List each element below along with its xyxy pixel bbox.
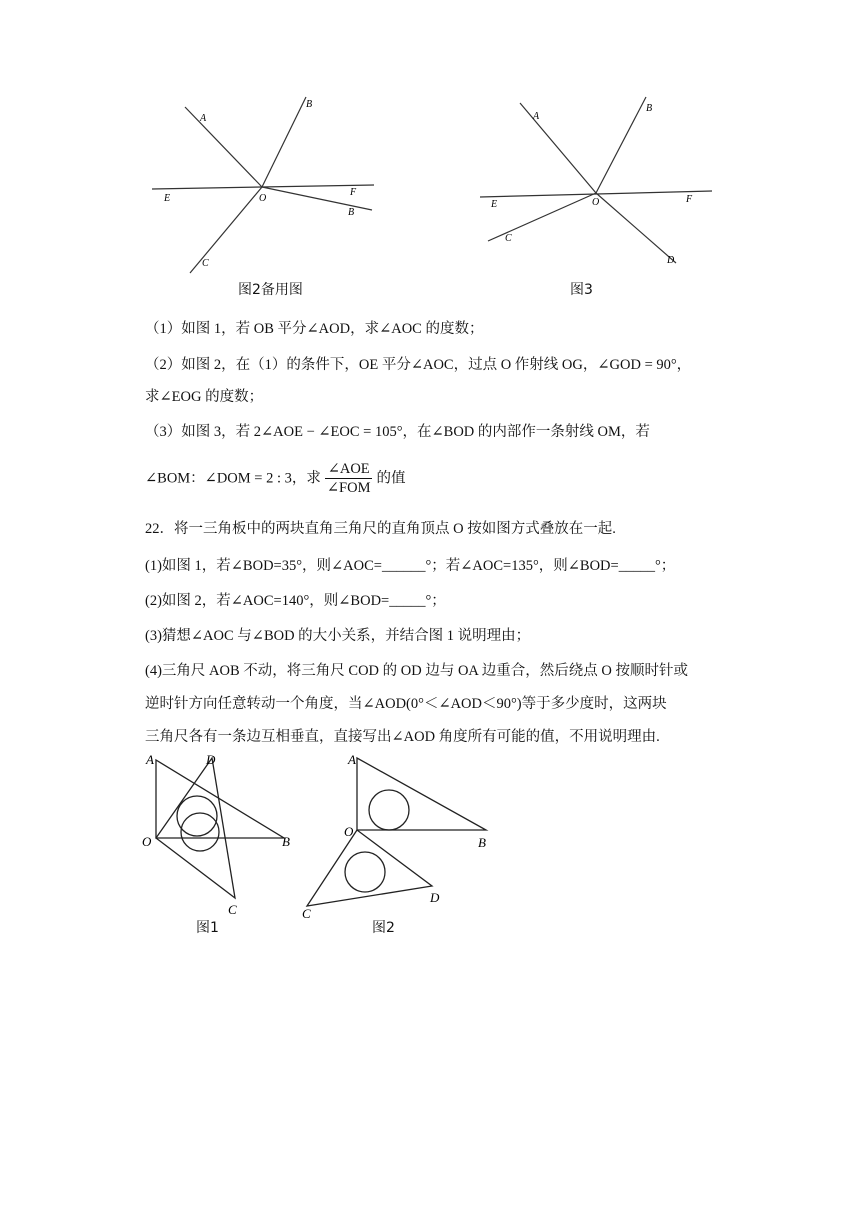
label-b: B	[646, 103, 653, 114]
q22-part4-line3: 三角尺各有一条边互相垂直，直接写出∠AOD 角度所有可能的值，不用说明理由.	[145, 729, 660, 745]
label-o: O	[142, 834, 152, 849]
label-b-lower: B	[348, 207, 355, 218]
label-b: B	[478, 835, 486, 850]
q21-part3-line1: （3）如图 3，若 2∠AOE − ∠EOC = 105°，在∠BOD 的内部作一条射线 OM，若	[145, 424, 650, 440]
label-c: C	[202, 258, 209, 269]
q22-part4-line1: (4)三角尺 AOB 不动，将三角尺 COD 的 OD 边与 OA 边重合，然后绕点 O 按顺时针或	[145, 663, 688, 679]
label-b-top: B	[306, 99, 313, 110]
label-c: C	[505, 233, 512, 244]
caption-figure-3: 图3	[570, 282, 593, 298]
label-c: C	[228, 902, 237, 917]
label-d: D	[206, 752, 216, 767]
label-a: A	[146, 752, 154, 767]
q21-tail: 的值	[376, 470, 406, 487]
label-d: D	[430, 890, 440, 905]
fraction-numerator: ∠AOE	[325, 460, 373, 479]
label-o: O	[259, 193, 267, 204]
label-o: O	[344, 824, 354, 839]
figure-2	[300, 748, 500, 923]
q21-part2-line2: 求∠EOG 的度数；	[145, 389, 264, 405]
q21-fraction	[325, 460, 373, 497]
caption-figure-2-backup: 图2备用图	[238, 282, 303, 298]
figure-2-backup	[140, 85, 390, 280]
caption-figure-2: 图2	[372, 920, 395, 936]
label-a: A	[348, 752, 356, 767]
label-o: O	[592, 197, 600, 208]
label-a: A	[200, 113, 207, 124]
label-b: B	[282, 834, 290, 849]
fraction-denominator: ∠FOM	[326, 480, 371, 496]
label-f: F	[686, 194, 693, 205]
figure-1	[140, 748, 300, 918]
q22-part3: (3)猜想∠AOC 与∠BOD 的大小关系，并结合图 1 说明理由；	[145, 628, 531, 644]
q22-part1: (1)如图 1，若∠BOD=35°，则∠AOC=______°；若∠AOC=135°，则∠BOD=_____°；	[145, 558, 676, 574]
q22-title: 22．将一三角板中的两块直角三角尺的直角顶点 O 按如图方式叠放在一起.	[145, 521, 616, 537]
label-e: E	[491, 199, 498, 210]
label-a: A	[533, 111, 540, 122]
label-d: D	[667, 255, 675, 266]
q21-part3-line2	[145, 460, 405, 497]
q22-part2: (2)如图 2，若∠AOC=140°，则∠BOD=_____°；	[145, 593, 446, 609]
q21-part2-line1: （2）如图 2，在（1）的条件下，OE 平分∠AOC，过点 O 作射线 OG，∠GOD = 90°，	[145, 357, 692, 373]
q21-part1: （1）如图 1，若 OB 平分∠AOD，求∠AOC 的度数；	[145, 321, 484, 337]
q22-part4-line2: 逆时针方向任意转动一个角度，当∠AOD(0°＜∠AOD＜90°)等于多少度时，这两块	[145, 696, 667, 712]
caption-figure-1: 图1	[196, 920, 219, 936]
figure-3	[478, 95, 718, 270]
label-f: F	[350, 187, 357, 198]
label-e: E	[164, 193, 171, 204]
q21-ratio-text: ∠BOM：∠DOM = 2 : 3，求	[145, 470, 321, 487]
label-c: C	[302, 906, 311, 921]
